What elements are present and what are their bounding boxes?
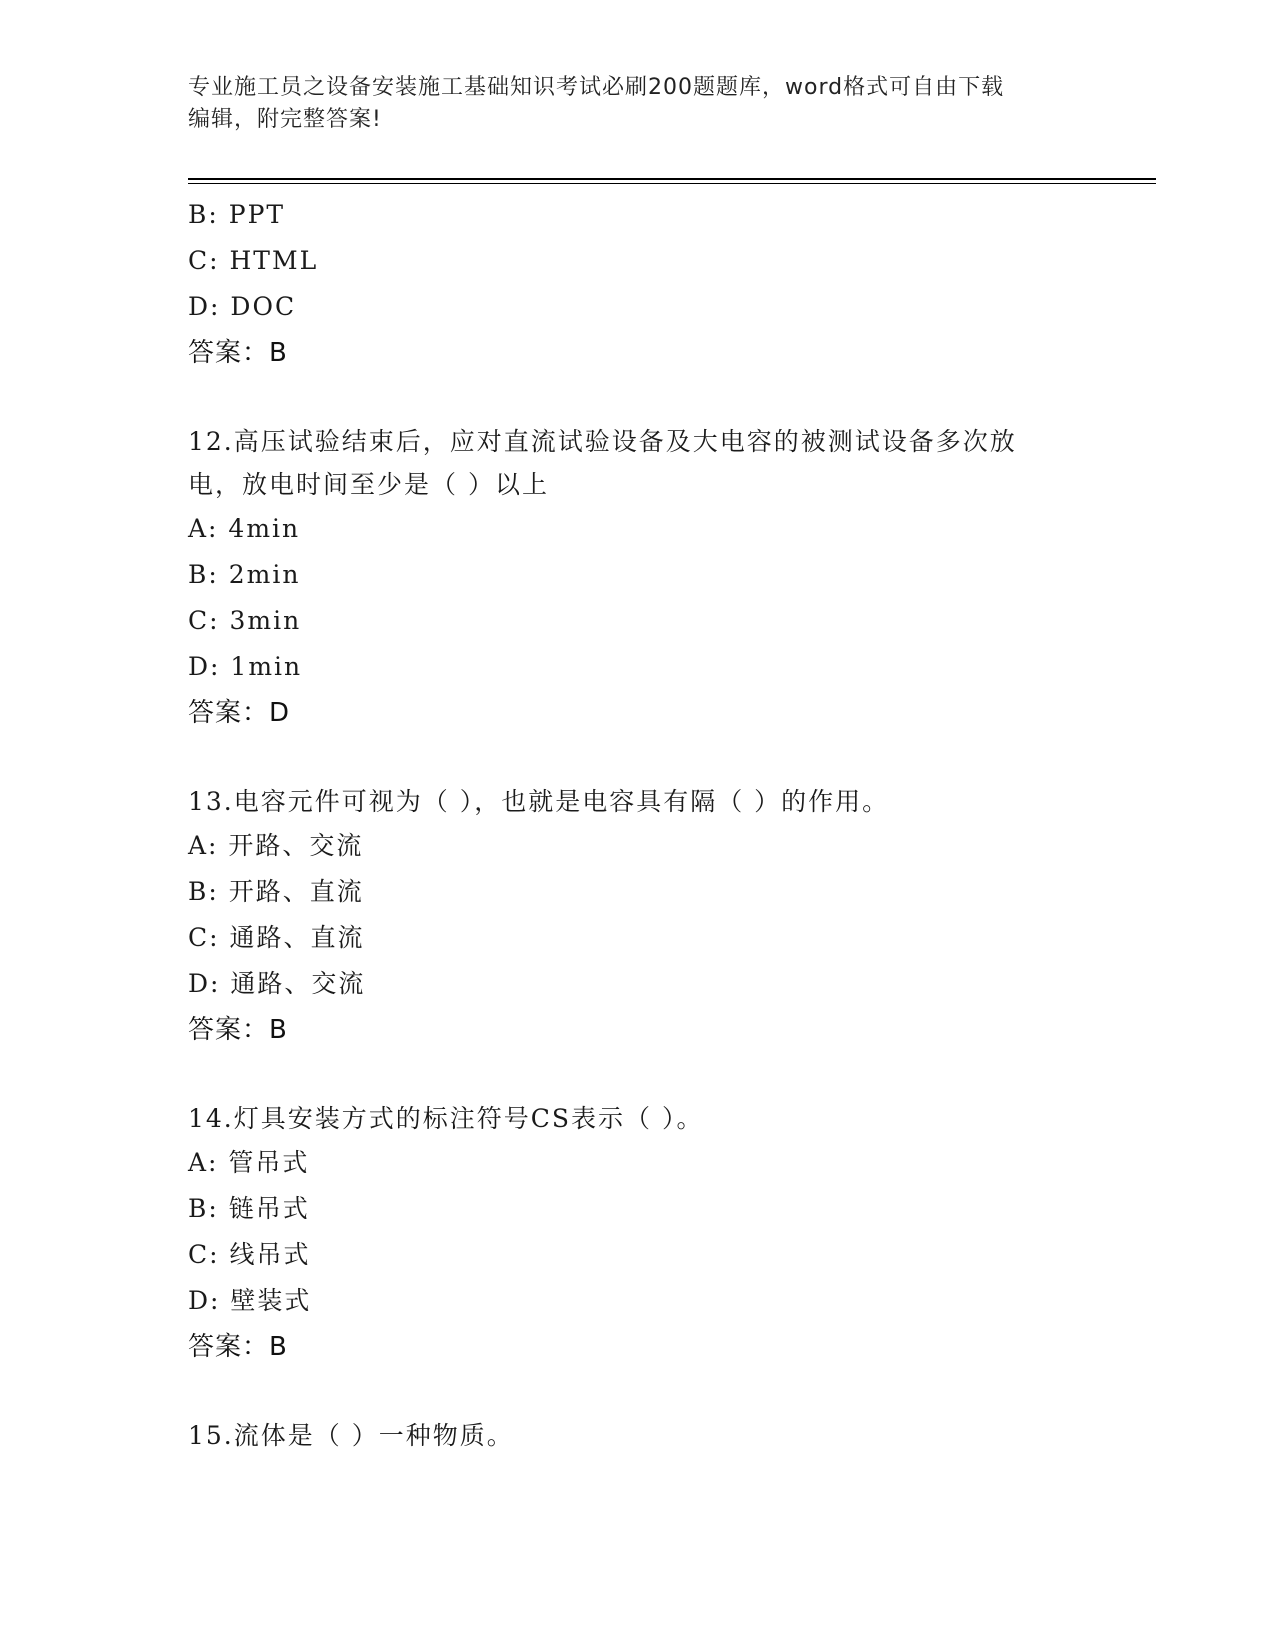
option-a: A: 开路、交流 [188,831,364,860]
question-12 [188,420,1088,736]
header-divider-thin [188,183,1156,184]
option-c: C: HTML [188,246,319,275]
option-d: D: DOC [188,292,297,321]
question-text: 12.高压试验结束后，应对直流试验设备及大电容的被测试设备多次放 [188,427,1017,456]
question-13 [188,780,1088,1053]
header-title-line-2: 编辑，附完整答案! [188,107,382,132]
option-d: D: 1min [188,652,303,681]
option-a: A: 4min [188,514,301,543]
option-b: B: 开路、直流 [188,877,364,906]
option-c: C: 通路、直流 [188,923,365,952]
question-text: 15.流体是（ ）一种物质。 [188,1421,514,1450]
option-d: D: 通路、交流 [188,969,366,998]
option-b: B: PPT [188,200,286,229]
spacer [188,1053,1088,1097]
spacer [188,376,1088,420]
answer-line: 答案：D [188,698,291,728]
question-text: 电，放电时间至少是（ ）以上 [188,470,549,499]
option-c: C: 线吊式 [188,1240,311,1269]
header-divider-thick [188,178,1156,180]
document-body [188,192,1088,1457]
answer-line: 答案：B [188,1332,288,1362]
question-text: 14.灯具安装方式的标注符号CS表示（ ）。 [188,1104,704,1133]
spacer [188,736,1088,780]
option-d: D: 壁装式 [188,1286,312,1315]
answer-line: 答案：B [188,338,288,368]
question-14 [188,1097,1088,1370]
option-c: C: 3min [188,606,302,635]
document-header [188,72,1088,136]
spacer [188,1370,1088,1414]
option-b: B: 链吊式 [188,1194,310,1223]
question-text: 13.电容元件可视为（ ），也就是电容具有隔（ ）的作用。 [188,787,890,816]
header-title-line-1: 专业施工员之设备安装施工基础知识考试必刷200题题库，word格式可自由下载 [188,75,1005,100]
question-15 [188,1414,1088,1457]
question-11-continued [188,192,1088,376]
option-a: A: 管吊式 [188,1148,310,1177]
answer-line: 答案：B [188,1015,288,1045]
option-b: B: 2min [188,560,301,589]
